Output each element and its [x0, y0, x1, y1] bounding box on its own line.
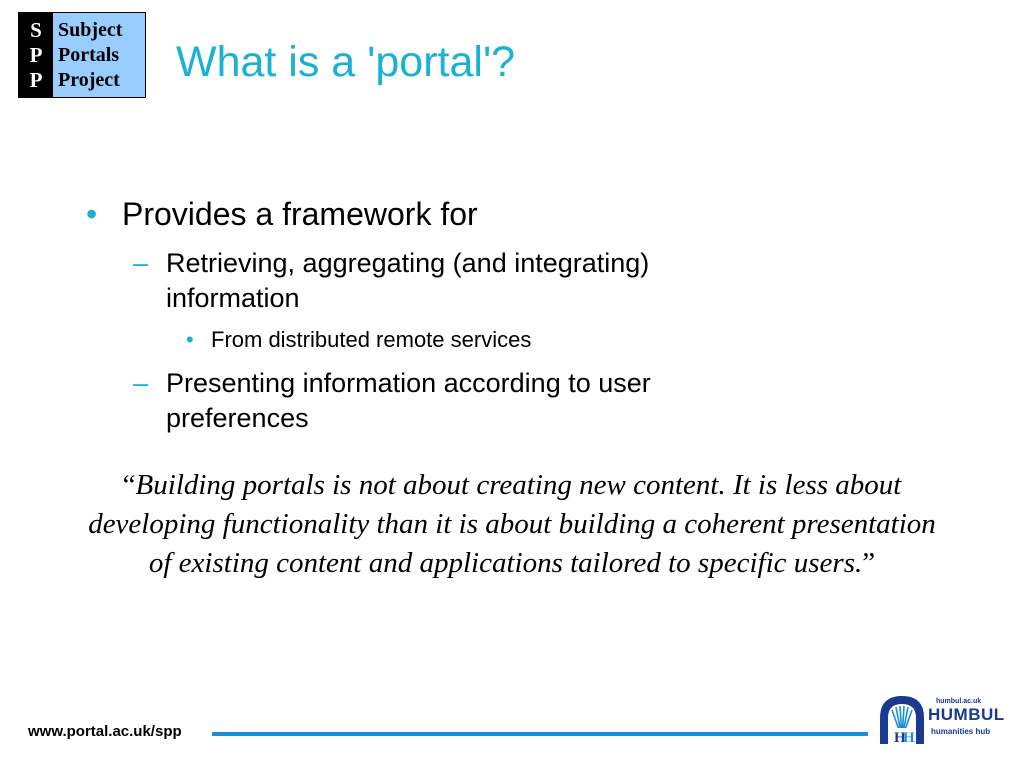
bullet-dot-icon: •	[186, 327, 194, 352]
slide-title: What is a 'portal'?	[176, 38, 516, 86]
quote-close-mark: ”	[862, 547, 876, 579]
bullet-sub-retrieving-line2: information	[166, 283, 300, 313]
footer-url[interactable]: www.portal.ac.uk/spp	[28, 723, 182, 740]
bullet-sub-presenting-line1: Presenting information according to user	[166, 368, 651, 398]
spp-word-portals: Portals	[58, 43, 120, 66]
spp-logo-letters	[19, 13, 53, 97]
spp-letter-p2: P	[29, 68, 43, 92]
bullet-sub-presenting-text	[166, 366, 806, 436]
bullet-sub-retrieving-line1: Retrieving, aggregating (and integrating)	[166, 248, 650, 278]
humbul-name: HUMBUL	[928, 705, 1005, 724]
bullet-dash-icon: –	[133, 248, 149, 278]
humbul-logo	[874, 690, 1004, 748]
svg-text:H: H	[903, 730, 915, 746]
bullet-dash-icon: –	[133, 368, 149, 398]
quote-text: Building portals is not about creating new content. It is less about developing functionality than it is about building a coherent presentation of existing content and applications tailored to specific users.	[88, 469, 936, 579]
footer-divider	[212, 732, 868, 736]
spp-logo-words	[53, 13, 145, 97]
spp-letter-s: S	[30, 18, 42, 42]
bullet-sub-retrieving-text	[166, 246, 806, 316]
bullet-sub-presenting-line2: preferences	[166, 403, 309, 433]
humbul-tagline: humanities hub	[931, 727, 991, 736]
svg-text:H: H	[894, 730, 906, 746]
bullet-main-text: Provides a framework for	[122, 196, 478, 232]
spp-word-project: Project	[58, 68, 120, 91]
quote-block	[80, 466, 944, 583]
bullet-dot-icon: •	[86, 196, 98, 232]
humbul-arch-icon	[874, 690, 930, 748]
spp-word-subject: Subject	[58, 18, 123, 41]
quote-open-mark: “	[122, 469, 136, 501]
spp-letter-p1: P	[29, 43, 43, 67]
bullet-subsub-distributed-text: From distributed remote services	[211, 327, 532, 352]
humbul-domain: humbul.ac.uk	[936, 698, 982, 705]
spp-logo	[18, 12, 146, 98]
